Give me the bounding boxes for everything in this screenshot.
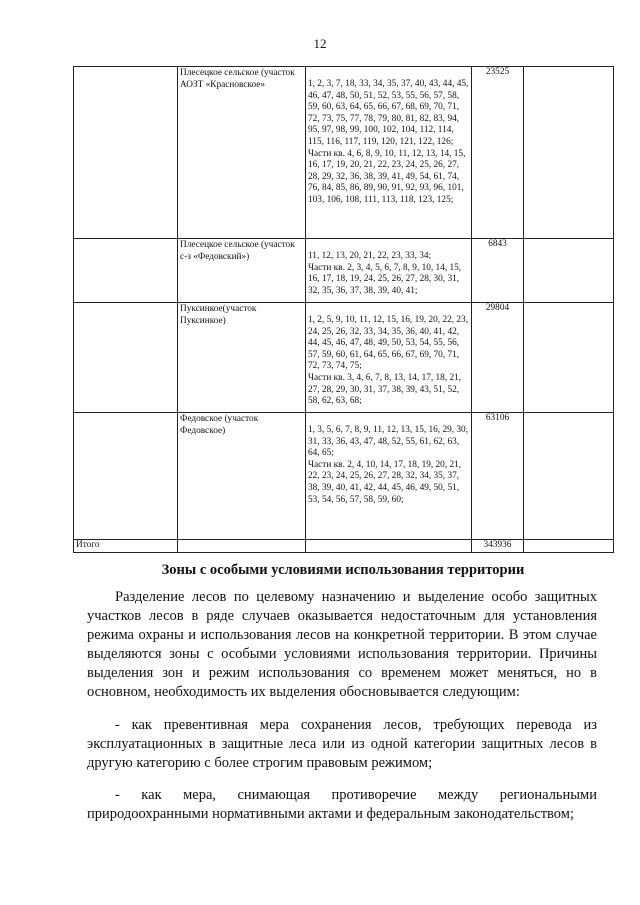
- table-row: [74, 239, 614, 303]
- whole-quarters: 1, 3, 5, 6, 7, 8, 9, 11, 12, 13, 15, 16, 29, 30, 31, 33, 36, 43, 47, 48, 52, 55, 61, 62, 63, 64, 65;: [308, 425, 469, 459]
- empty-cell: [306, 540, 472, 553]
- empty-cell: [178, 540, 306, 553]
- forestry-cell: [74, 239, 178, 303]
- forest-lots-table: [73, 66, 614, 553]
- lot-area: 63106: [485, 413, 510, 423]
- lot-name: Федовское (участок Федовское): [180, 414, 259, 436]
- table-row: [74, 67, 614, 239]
- list-item: - как мера, снимающая противоречие между региональными природоохранными нормативными актами и федеральным законодательством;: [87, 787, 597, 822]
- whole-quarters: 1, 2, 5, 9, 10, 11, 12, 15, 16, 19, 20, 22, 23, 24, 25, 26, 32, 33, 34, 35, 36, 40, 41, 42, 44, 45, 46, 47, 48, 49, 50, 53, 54, 55, 56, 57, 59, 60, 61, 64, 65, 66, 67, 69, 70, 71, 72, 73, 74, 75;: [308, 315, 469, 372]
- lot-area: 6843: [488, 239, 507, 249]
- notes-cell: [524, 413, 614, 540]
- quarters-cell: [306, 413, 472, 540]
- page-number: 12: [313, 36, 327, 51]
- quarters-cell: [306, 67, 472, 239]
- body-paragraph: Разделение лесов по целевому назначению и выделение особо защитных участков лесов в ряде случаев оказывается недостаточным для установления режима охраны и использования лесов на конкретной территории. В этом случае выделяются зоны с особыми условиями использования территории. Причины выделения зон и режим использования со временем может меняться, но в основном, необходимость их выделения обосновывается следующим:: [87, 589, 597, 700]
- partial-quarters: Части кв. 2, 4, 10, 14, 17, 18, 19, 20, 21, 22, 23, 24, 25, 26, 27, 28, 32, 34, 35, 37, 38, 39, 40, 41, 42, 44, 45, 46, 49, 50, 51, 53, 54, 56, 57, 58, 59, 60;: [308, 459, 462, 505]
- lot-name: Плесецкое сельское (участок АОЗТ «Красновское»: [180, 68, 295, 90]
- area-cell: [472, 67, 524, 239]
- area-cell: [472, 303, 524, 413]
- notes-cell: [524, 239, 614, 303]
- quarters-cell: [306, 303, 472, 413]
- lot-name-cell: [178, 67, 306, 239]
- partial-quarters: Части кв. 4, 6, 8, 9, 10, 11, 12, 13, 14, 15, 16, 17, 19, 20, 21, 22, 23, 24, 25, 26, 27, 28, 29, 32, 36, 38, 39, 41, 49, 54, 61, 74, 76, 84, 85, 86, 89, 90, 91, 92, 93, 96, 101, 103, 106, 108, 111, 113, 118, 123, 125;: [308, 148, 466, 205]
- partial-quarters: Части кв. 3, 4, 6, 7, 8, 13, 14, 17, 18, 21, 27, 28, 29, 30, 31, 37, 38, 39, 43, 51, 52, 58, 62, 63, 68;: [308, 372, 462, 407]
- total-label-cell: [74, 540, 178, 553]
- total-area: 343936: [483, 540, 512, 550]
- lot-area: 23525: [485, 67, 510, 77]
- table-row: [74, 303, 614, 413]
- total-label: Итого: [76, 540, 100, 550]
- forestry-cell: [74, 413, 178, 540]
- area-cell: [472, 239, 524, 303]
- table-row: [74, 413, 614, 540]
- list-item: - как превентивная мера сохранения лесов, требующих перевода из эксплуатационных в защитные леса или из одной категории защитных лесов в другую категорию с более строгим правовым режимом;: [87, 717, 597, 771]
- lot-name-cell: [178, 303, 306, 413]
- quarters-cell: [306, 239, 472, 303]
- whole-quarters: 11, 12, 13, 20, 21, 22, 23, 33, 34;: [308, 251, 432, 261]
- lot-name-cell: [178, 239, 306, 303]
- partial-quarters: Части кв. 2, 3, 4, 5, 6, 7, 8, 9, 10, 14, 15, 16, 17, 18, 19, 24, 25, 26, 27, 28, 30, 31, 32, 35, 36, 37, 38, 39, 40, 41;: [308, 262, 462, 296]
- total-row: [74, 540, 614, 553]
- lot-name-cell: [178, 413, 306, 540]
- notes-cell: [524, 540, 614, 553]
- whole-quarters: 1, 2, 3, 7, 18, 33, 34, 35, 37, 40, 43, 44, 45, 46, 47, 48, 50, 51, 52, 53, 55, 56, 57, 58, 59, 60, 63, 64, 65, 66, 67, 68, 69, 70, 71, 72, 73, 75, 77, 78, 79, 80, 81, 82, 83, 94, 95, 97, 98, 99, 100, 102, 104, 112, 114, 115, 116, 117, 119, 120, 121, 122, 126;: [308, 79, 469, 147]
- section-title: Зоны с особыми условиями использования территории: [161, 562, 525, 578]
- total-area-cell: [472, 540, 524, 553]
- notes-cell: [524, 303, 614, 413]
- area-cell: [472, 413, 524, 540]
- notes-cell: [524, 67, 614, 239]
- lot-name: Плесецкое сельское (участок с-з «Федовский»): [180, 240, 295, 262]
- lot-name: Пуксинкое(участок Пуксинкое): [180, 304, 257, 326]
- forestry-cell: [74, 67, 178, 239]
- forestry-cell: [74, 303, 178, 413]
- lot-area: 29804: [485, 303, 510, 313]
